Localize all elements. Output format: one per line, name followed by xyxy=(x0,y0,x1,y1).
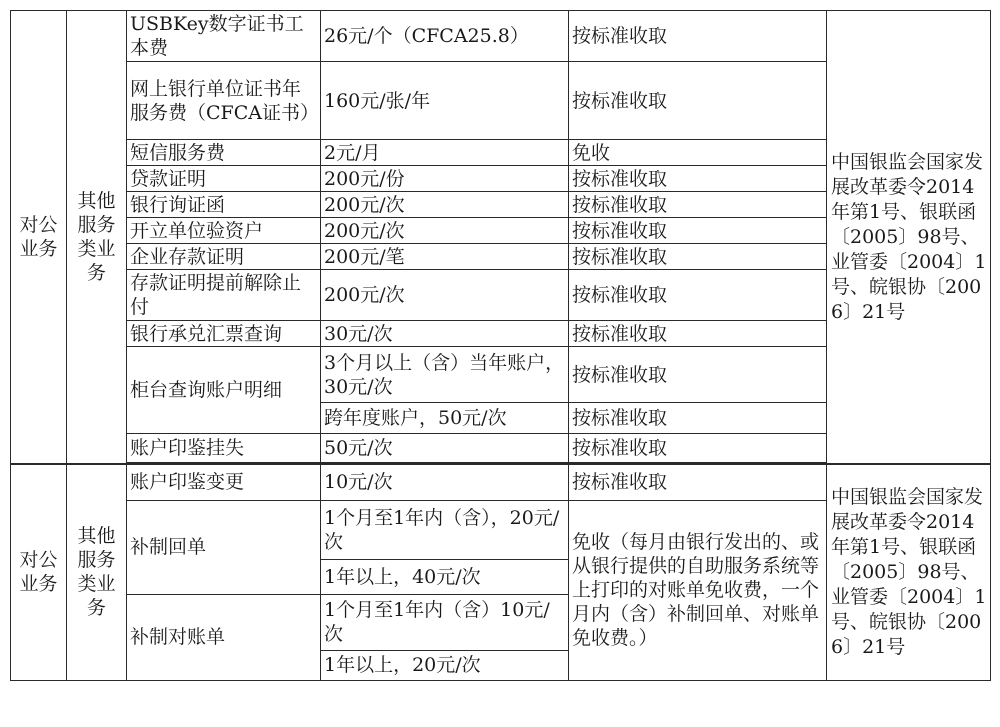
price-cell: 200元/次 xyxy=(321,218,569,244)
price-cell: 1个月至1年内（含），20元/次 xyxy=(321,500,569,559)
policy-cell: 按标准收取 xyxy=(569,403,827,434)
item-cell: 短信服务费 xyxy=(127,140,321,166)
item-cell: 账户印鉴变更 xyxy=(127,464,321,500)
policy-cell: 按标准收取 xyxy=(569,11,827,62)
policy-cell: 按标准收取 xyxy=(569,166,827,192)
item-cell: 存款证明提前解除止付 xyxy=(127,270,321,321)
basis-cell: 中国银监会国家发展改革委令2014年第1号、银联函〔2005〕98号、业管委〔2004〕1号、皖银协〔2006〕21号 xyxy=(827,464,991,680)
fee-schedule-table xyxy=(10,10,991,681)
price-cell: 26元/个（CFCA25.8） xyxy=(321,11,569,62)
price-cell: 10元/次 xyxy=(321,464,569,500)
price-cell: 1年以上，40元/次 xyxy=(321,559,569,594)
basis-cell: 中国银监会国家发展改革委令2014年第1号、银联函〔2005〕98号、业管委〔2004〕1号、皖银协〔2006〕21号 xyxy=(827,11,991,465)
policy-cell: 按标准收取 xyxy=(569,464,827,500)
subcategory-cell: 其他服务类业务 xyxy=(67,464,127,680)
item-cell: 银行询证函 xyxy=(127,192,321,218)
policy-cell: 按标准收取 xyxy=(569,192,827,218)
price-cell: 2元/月 xyxy=(321,140,569,166)
category-cell: 对公业务 xyxy=(11,11,67,465)
price-cell: 30元/次 xyxy=(321,321,569,347)
price-cell: 50元/次 xyxy=(321,434,569,463)
item-cell: 网上银行单位证书年服务费（CFCA证书） xyxy=(127,62,321,140)
item-cell: 贷款证明 xyxy=(127,166,321,192)
item-cell: 银行承兑汇票查询 xyxy=(127,321,321,347)
table-row xyxy=(11,11,991,62)
item-cell: 柜台查询账户明细 xyxy=(127,347,321,434)
policy-cell: 按标准收取 xyxy=(569,244,827,270)
policy-note-cell: 免收（每月由银行发出的、或从银行提供的自助服务系统等上打印的对账单免收费，一个月内（含）补制回单、对账单免收费。） xyxy=(569,500,827,680)
price-cell: 1个月至1年内（含）10元/次 xyxy=(321,594,569,650)
price-cell: 跨年度账户，50元/次 xyxy=(321,403,569,434)
item-cell: 补制回单 xyxy=(127,500,321,594)
policy-cell: 免收 xyxy=(569,140,827,166)
item-cell: 企业存款证明 xyxy=(127,244,321,270)
price-cell: 1年以上，20元/次 xyxy=(321,650,569,680)
policy-cell: 按标准收取 xyxy=(569,270,827,321)
price-cell: 200元/次 xyxy=(321,192,569,218)
category-cell: 对公业务 xyxy=(11,464,67,680)
item-cell: 开立单位验资户 xyxy=(127,218,321,244)
policy-cell: 按标准收取 xyxy=(569,434,827,463)
item-cell: 补制对账单 xyxy=(127,594,321,680)
policy-cell: 按标准收取 xyxy=(569,218,827,244)
table-row xyxy=(11,464,991,500)
item-cell: USBKey数字证书工本费 xyxy=(127,11,321,62)
price-cell: 200元/份 xyxy=(321,166,569,192)
item-cell: 账户印鉴挂失 xyxy=(127,434,321,463)
price-cell: 200元/次 xyxy=(321,270,569,321)
price-cell: 160元/张/年 xyxy=(321,62,569,140)
policy-cell: 按标准收取 xyxy=(569,321,827,347)
price-cell: 3个月以上（含）当年账户，30元/次 xyxy=(321,347,569,403)
price-cell: 200元/笔 xyxy=(321,244,569,270)
policy-cell: 按标准收取 xyxy=(569,62,827,140)
policy-cell: 按标准收取 xyxy=(569,347,827,403)
subcategory-cell: 其他服务类业务 xyxy=(67,11,127,465)
